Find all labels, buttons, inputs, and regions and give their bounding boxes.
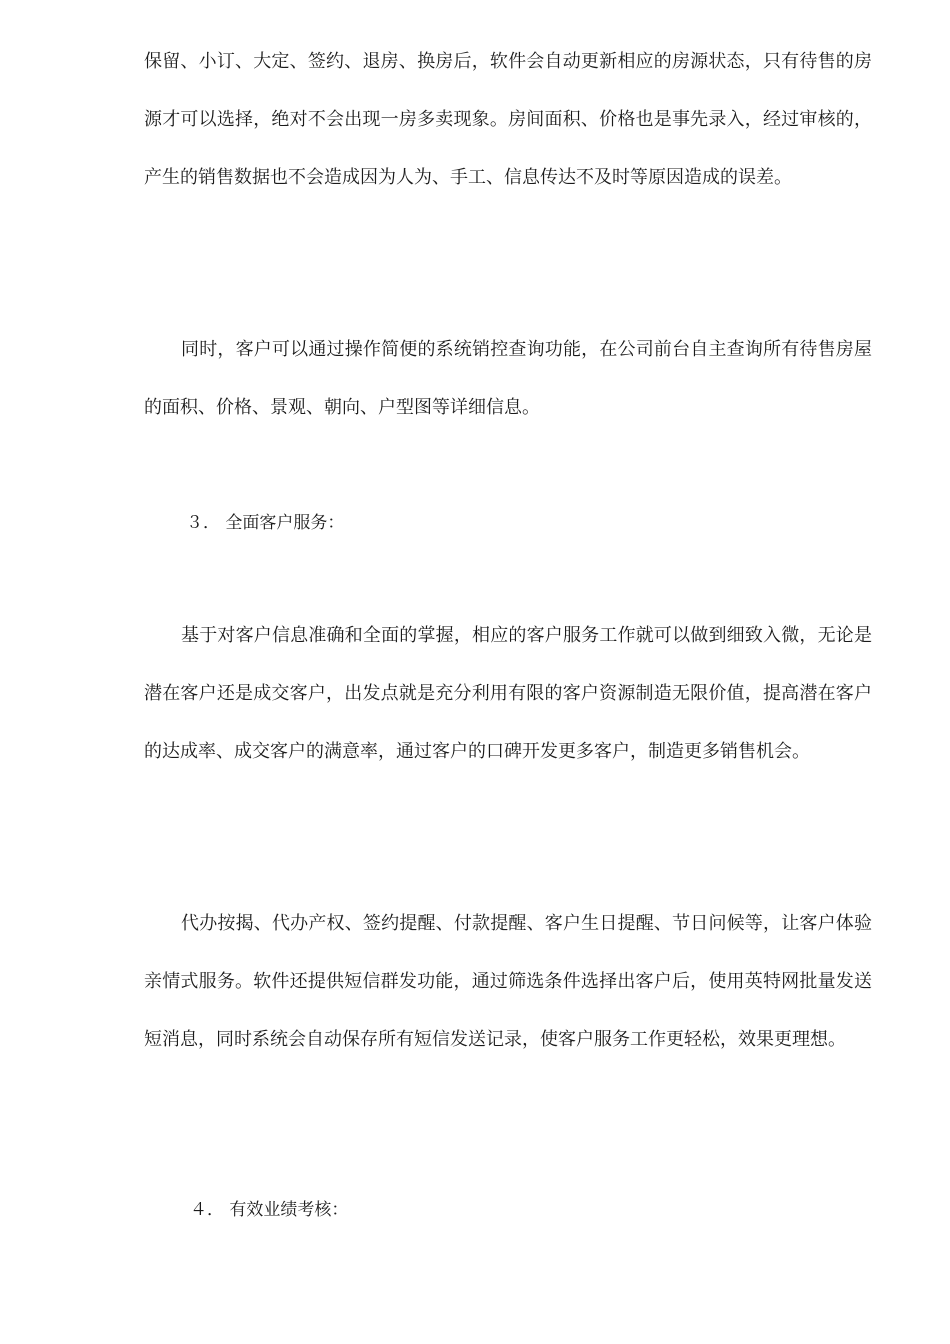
section-heading-performance-review: ４． 有效业绩考核： <box>190 1200 349 1220</box>
paragraph-agency-services: 代办按揭、代办产权、签约提醒、付款提醒、客户生日提醒、节日问候等，让客户体验亲情式服务。软件还提供短信群发功能，通过筛选条件选择出客户后，使用英特网批量发送短消息，同时系统会自动保存所有短信发送记录，使客户服务工作更轻松，效果更理想。 <box>144 913 872 1050</box>
section-heading-customer-service: ３． 全面客户服务： <box>186 513 345 533</box>
paragraph-room-status: 保留、小订、大定、签约、退房、换房后，软件会自动更新相应的房源状态，只有待售的房源才可以选择，绝对不会出现一房多卖现象。房间面积、价格也是事先录入，经过审核的，产生的销售数据也不会造成因为人为、手工、信息传达不及时等原因造成的误差。 <box>144 51 872 188</box>
paragraph-sales-control-query: 同时，客户可以通过操作简便的系统销控查询功能，在公司前台自主查询所有待售房屋的面积、价格、景观、朝向、户型图等详细信息。 <box>144 339 872 418</box>
paragraph-customer-info: 基于对客户信息准确和全面的掌握，相应的客户服务工作就可以做到细致入微，无论是潜在客户还是成交客户，出发点就是充分利用有限的客户资源制造无限价值，提高潜在客户的达成率、成交客户的满意率，通过客户的口碑开发更多客户，制造更多销售机会。 <box>144 625 872 762</box>
